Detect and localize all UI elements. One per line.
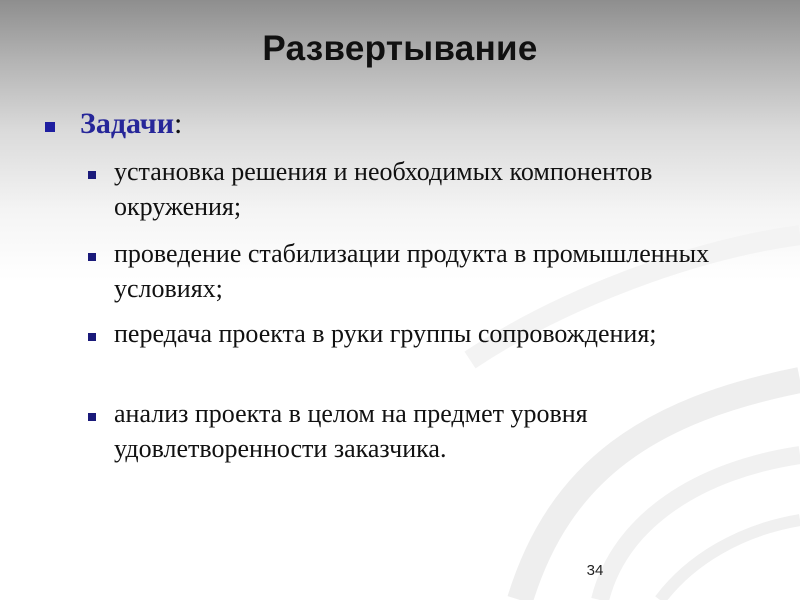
square-bullet-icon bbox=[88, 253, 96, 261]
heading-colon: : bbox=[174, 107, 183, 140]
heading-label: Задачи bbox=[80, 107, 175, 140]
square-bullet-icon bbox=[88, 171, 96, 179]
list-item-text: передача проекта в руки группы сопровождения; bbox=[114, 319, 657, 348]
list-item-text: анализ проекта в целом на предмет уровня удовлетворенности заказчика. bbox=[114, 399, 588, 463]
list-item-text: установка решения и необходимых компонентов окружения; bbox=[114, 157, 653, 221]
section-heading bbox=[80, 104, 182, 144]
square-bullet-icon bbox=[88, 333, 96, 341]
square-bullet-icon bbox=[88, 413, 96, 421]
square-bullet-icon bbox=[45, 122, 55, 132]
slide-title: Развертывание bbox=[262, 29, 538, 68]
list-item-text: проведение стабилизации продукта в промышленных условиях; bbox=[114, 239, 710, 303]
page-number: 34 bbox=[586, 562, 604, 579]
